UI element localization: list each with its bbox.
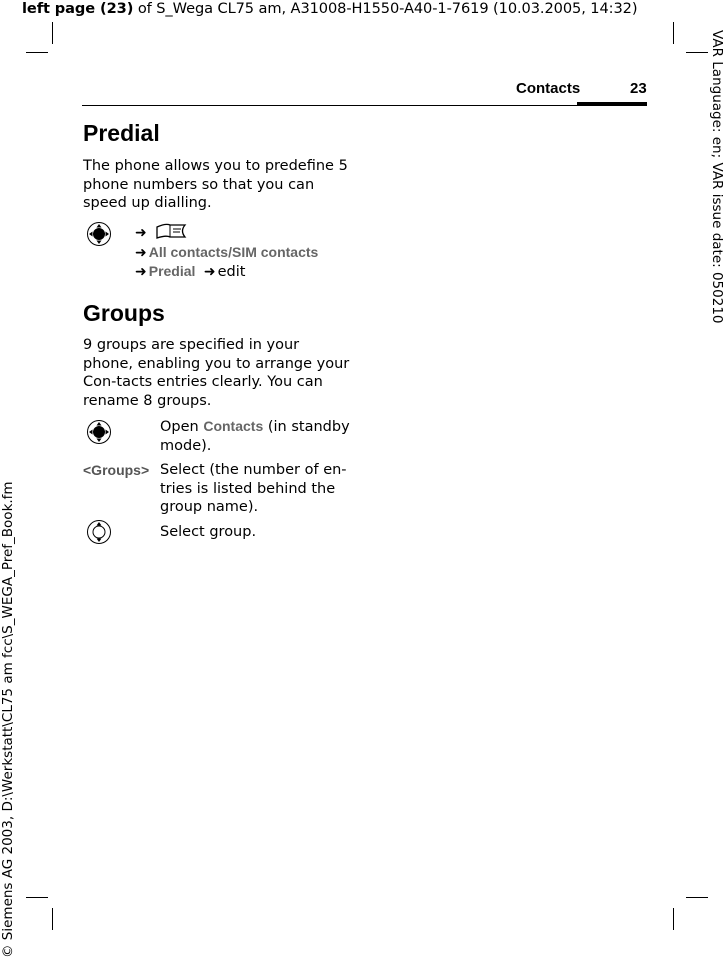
predial-nav-line3: [135, 263, 245, 280]
predial-nav-line2: [135, 244, 318, 261]
joystick-icon: [86, 419, 112, 445]
step-select-group: Select group.: [160, 524, 257, 540]
joystick-updown-icon: [86, 519, 112, 545]
nav-arrow: ➜: [135, 245, 147, 261]
header-rule: [82, 105, 647, 106]
nav-arrow: ➜: [203, 264, 216, 280]
contacts-book-icon: [154, 222, 188, 240]
joystick-icon: [86, 221, 112, 247]
menu-predial: Predial: [148, 263, 196, 279]
step-select-groups: Select (the number of en-tries is listed behind the group name).: [160, 462, 347, 515]
menu-edit: edit: [217, 264, 246, 280]
step-open-contacts: [160, 417, 350, 455]
step1-post: (in standby mode).: [160, 419, 350, 454]
groups-heading: Groups: [83, 300, 165, 326]
left-vertical-note: © Siemens AG 2003, D:\Werkstatt\CL75 am fcc\S_WEGA_Pref_Book.fm: [0, 481, 16, 958]
nav-arrow: ➜: [135, 264, 147, 280]
predial-body: The phone allows you to predefine 5 phone numbers so that you can speed up dialling.: [83, 158, 348, 211]
predial-heading: Predial: [83, 120, 160, 146]
page-number: 23: [630, 80, 647, 97]
groups-body: 9 groups are specified in your phone, enabling you to arrange your Con-tacts entries clearly. You can rename 8 groups.: [83, 337, 350, 409]
crop-mark: [686, 897, 708, 898]
predial-nav-line1: [135, 222, 188, 242]
section-title: Contacts: [516, 80, 581, 97]
nav-arrow: ➜: [135, 225, 147, 241]
crop-mark: [52, 22, 53, 44]
crop-mark: [673, 22, 674, 44]
file-info: of S_Wega CL75 am, A31008-H1550-A40-1-7619 (10.03.2005, 14:32): [137, 0, 638, 17]
menu-all-contacts: All contacts/SIM contacts: [148, 244, 319, 260]
crop-mark: [673, 908, 674, 930]
header-rule-accent: [577, 102, 647, 106]
groups-softkey: <Groups>: [83, 462, 150, 478]
crop-mark: [52, 908, 53, 930]
step1-pre: Open: [160, 419, 204, 435]
right-vertical-note: VAR Language: en; VAR issue date: 050210: [709, 30, 725, 324]
file-header: [22, 0, 637, 17]
left-page-label: left page (23): [22, 0, 134, 17]
contacts-key: Contacts: [203, 418, 264, 434]
crop-mark: [686, 52, 708, 53]
crop-mark: [26, 52, 48, 53]
crop-mark: [26, 897, 48, 898]
